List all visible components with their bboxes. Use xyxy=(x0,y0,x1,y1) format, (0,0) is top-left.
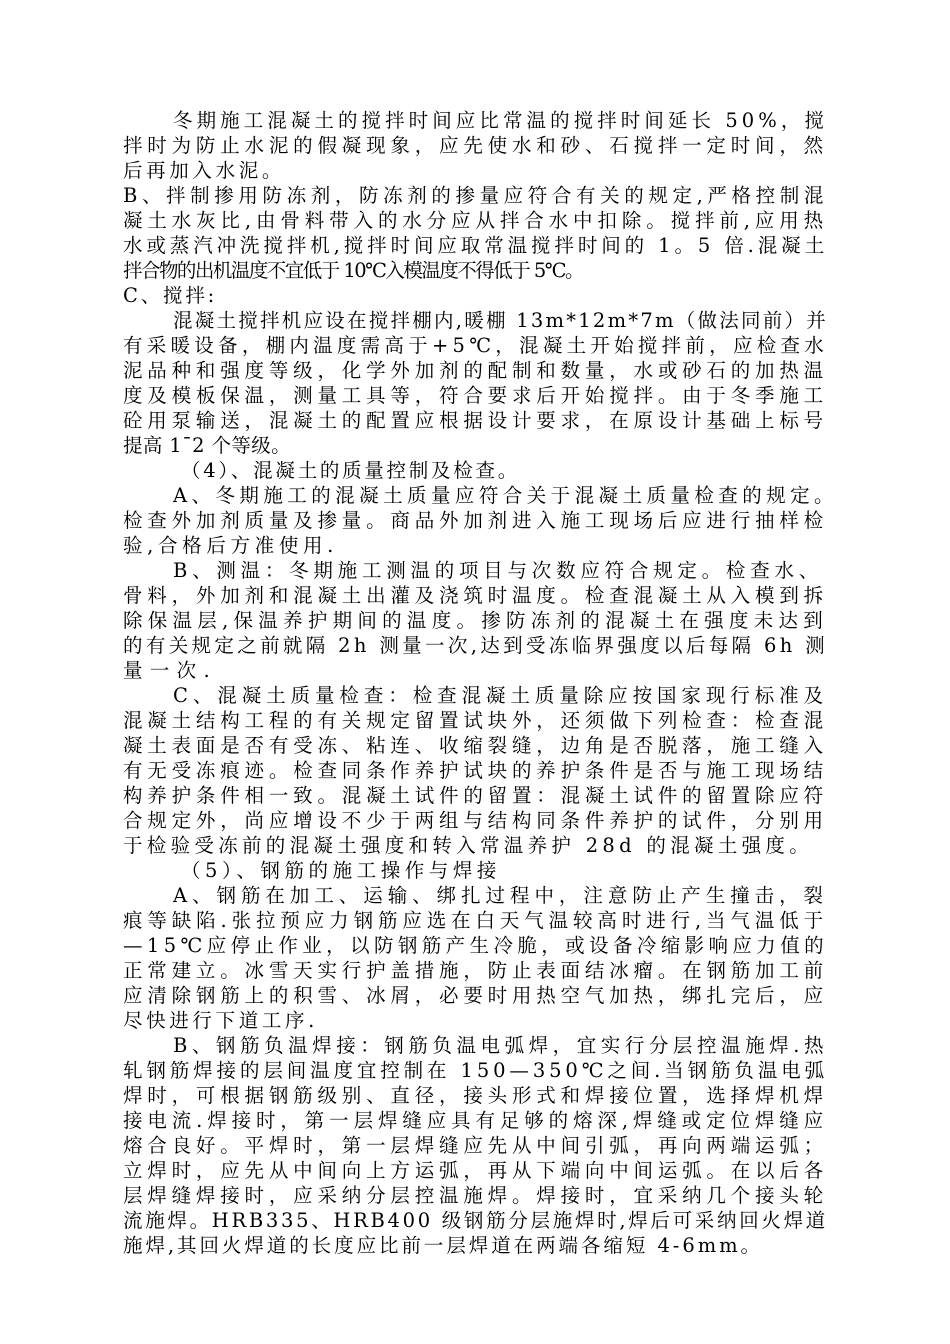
text-line: 凝土表面是否有受冻、粘连、收缩裂缝，边角是否脱落，施工缝入 xyxy=(123,734,828,757)
text-line: （5）、钢筋的施工操作与焊接 xyxy=(181,859,501,882)
text-line: 混凝土搅拌机应设在搅拌棚内,暖棚 13m*12m*7m（做法同前）并 xyxy=(173,309,828,332)
text-line: B、测温：冬期施工测温的项目与次数应符合规定。检查水、 xyxy=(173,559,823,582)
text-line: 有采暖设备，棚内温度需高于+5℃，混凝土开始搅拌前，应检查水 xyxy=(123,334,828,357)
text-line: C、混凝土质量检查：检查混凝土质量除应按国家现行标准及 xyxy=(173,684,828,707)
text-line: 泥品种和强度等级，化学外加剂的配制和数量，水或砂石的加热温 xyxy=(123,359,828,382)
text-line: 合规定外，尚应增设不少于两组与结构同条件养护的试件，分别用 xyxy=(123,809,828,832)
text-line: 验,合格后方准使用. xyxy=(123,534,338,557)
text-line: 正常建立。冰雪天实行护盖措施，防止表面结冰瘤。在钢筋加工前 xyxy=(123,959,828,982)
text-line: 检查外加剂质量及掺量。商品外加剂进入施工现场后应进行抽样检 xyxy=(123,509,828,532)
text-line: 提高 1¯2 个等级。 xyxy=(123,434,291,457)
text-line: B、钢筋负温焊接：钢筋负温电弧焊，宜实行分层控温施焊.热 xyxy=(173,1034,828,1057)
text-line: 冬期施工混凝土的搅拌时间应比常温的搅拌时间延长 50%，搅 xyxy=(173,109,828,132)
text-line: A、钢筋在加工、运输、绑扎过程中，注意防止产生撞击，裂 xyxy=(173,884,828,907)
text-line: 流施焊。HRB335、HRB400 级钢筋分层施焊时,焊后可采纳回火焊道 xyxy=(123,1209,828,1232)
text-line: 的有关规定之前就隔 2h 测量一次,达到受冻临界强度以后每隔 6h 测 xyxy=(123,634,828,657)
text-line: 于检验受冻前的混凝土强度和转入常温养护 28d 的混凝土强度。 xyxy=(123,834,813,857)
text-line: 焊时，可根据钢筋级别、直径，接头形式和焊接位置，选择焊机焊 xyxy=(123,1084,828,1107)
text-line: 砼用泵输送，混凝土的配置应根据设计要求，在原设计基础上标号 xyxy=(123,409,828,432)
text-line: 构养护条件相一致。混凝土试件的留置：混凝土试件的留置除应符 xyxy=(123,784,828,807)
text-line: 层焊缝焊接时，应采纳分层控温施焊。焊接时，宜采纳几个接头轮 xyxy=(123,1184,828,1207)
text-line: C、搅拌: xyxy=(123,284,217,307)
text-line: 水或蒸汽冲洗搅拌机,搅拌时间应取常温搅拌时间的 1。5 倍.混凝土 xyxy=(123,234,828,257)
text-line: 除保温层,保温养护期间的温度。掺防冻剂的混凝土在强度未达到 xyxy=(123,609,828,632)
text-line: 混凝土结构工程的有关规定留置试块外，还须做下列检查：检查混 xyxy=(123,709,828,732)
text-line: —15℃应停止作业，以防钢筋产生冷脆，或设备冷缩影响应力值的 xyxy=(123,934,828,957)
text-line: 度及模板保温，测量工具等，符合要求后开始搅拌。由于冬季施工 xyxy=(123,384,828,407)
text-line: 接电流.焊接时，第一层焊缝应具有足够的熔深,焊缝或定位焊缝应 xyxy=(123,1109,828,1132)
text-line: 拌时为防止水泥的假凝现象，应先使水和砂、石搅拌一定时间，然 xyxy=(123,134,828,157)
text-line: 轧钢筋焊接的层间温度宜控制在 150—350℃之间.当钢筋负温电弧 xyxy=(123,1059,828,1082)
text-line: 拌合物的出机温度不宜低于 10℃入模温度不得低于 5℃。 xyxy=(123,259,583,282)
text-line: 凝土水灰比,由骨料带入的水分应从拌合水中扣除。搅拌前,应用热 xyxy=(123,209,828,232)
text-line: 后再加入水泥。 xyxy=(123,159,285,182)
text-line: 痕等缺陷.张拉预应力钢筋应选在白天气温较高时进行,当气温低于 xyxy=(123,909,828,932)
text-line: 施焊,其回火焊道的长度应比前一层焊道在两端各缩短 4-6mm。 xyxy=(123,1234,763,1257)
text-line: 熔合良好。平焊时，第一层焊缝应先从中间引弧，再向两端运弧； xyxy=(123,1134,828,1157)
text-line: 量一次. xyxy=(123,659,217,682)
text-line: 应清除钢筋上的积雪、冰屑，必要时用热空气加热，绑扎完后，应 xyxy=(123,984,828,1007)
text-line: （4）、混凝土的质量控制及检查。 xyxy=(181,459,520,482)
text-line: 有无受冻痕迹。检查同条作养护试块的养护条件是否与施工现场结 xyxy=(123,759,828,782)
text-line: B、拌制掺用防冻剂，防冻剂的掺量应符合有关的规定,严格控制混 xyxy=(123,184,828,207)
text-line: A、冬期施工的混凝土质量应符合关于混凝土质量检查的规定。 xyxy=(173,484,838,507)
text-line: 立焊时，应先从中间向上方运弧，再从下端向中间运弧。在以后各 xyxy=(123,1159,828,1182)
text-line: 尽快进行下道工序. xyxy=(123,1009,318,1032)
text-line: 骨料，外加剂和混凝土出灌及浇筑时温度。检查混凝土从入模到拆 xyxy=(123,584,828,607)
